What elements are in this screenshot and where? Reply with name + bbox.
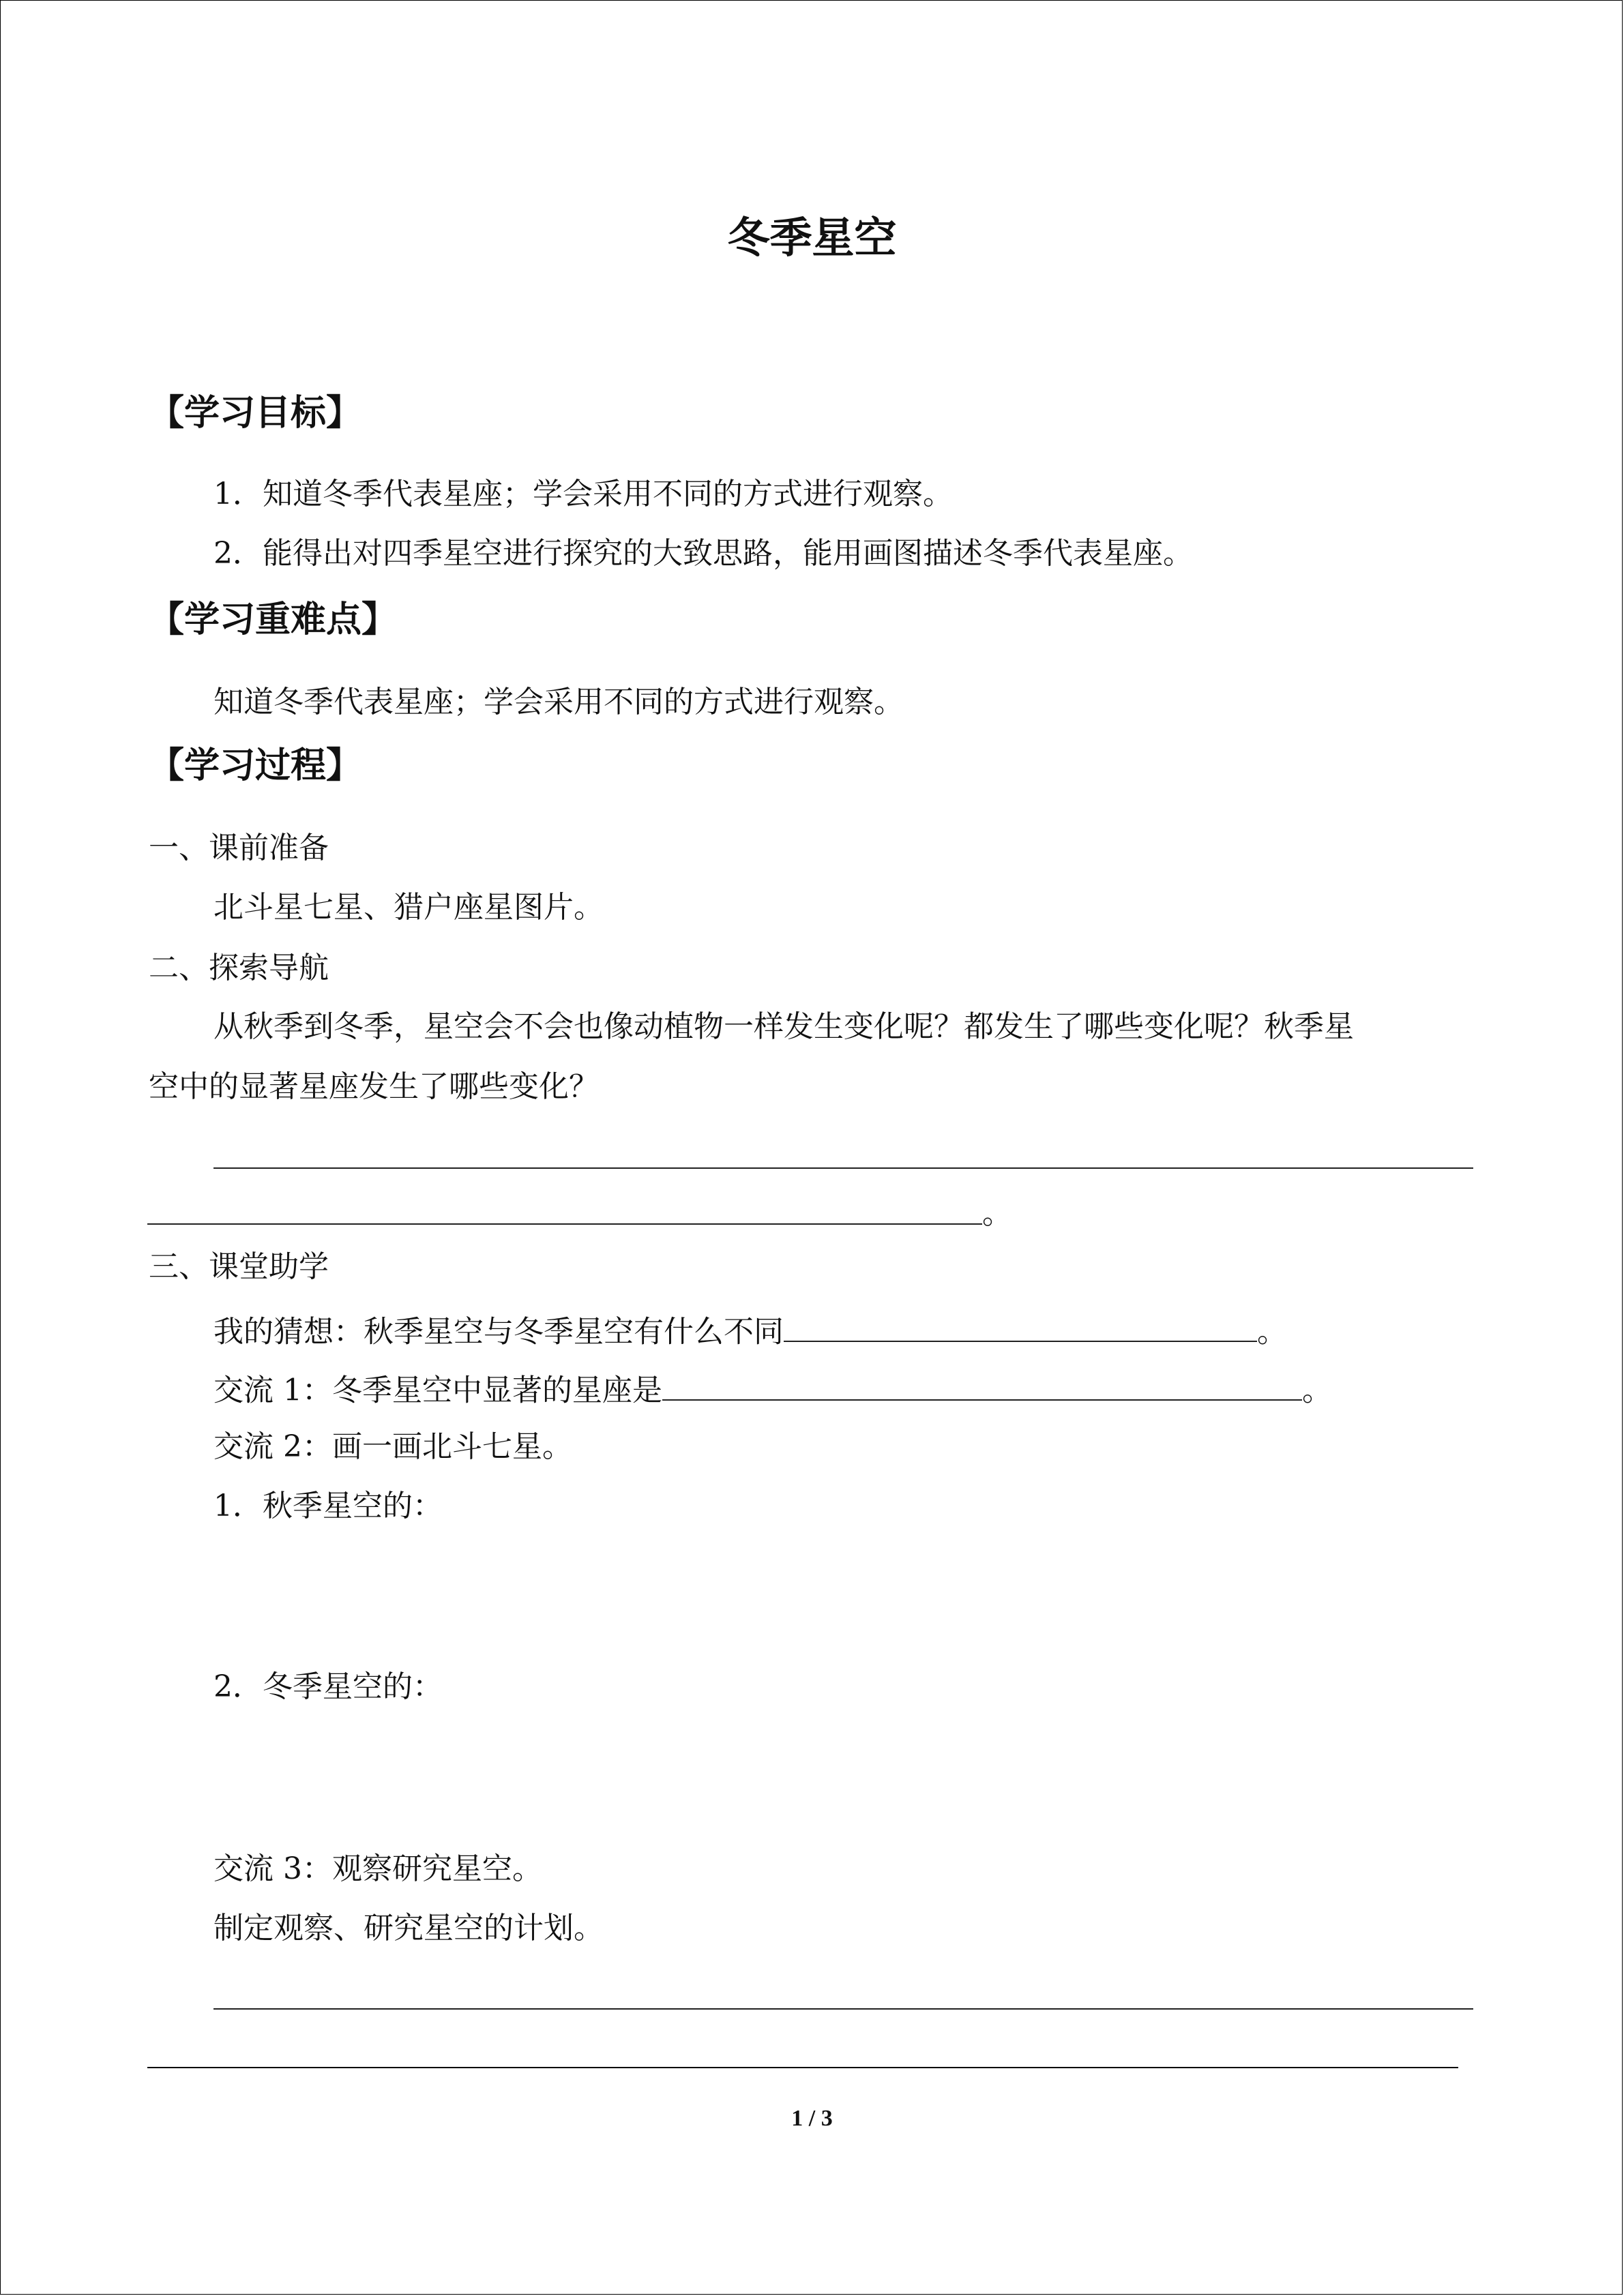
section-heading-objectives: 【学习目标】 — [149, 393, 362, 434]
section-heading-key-points: 【学习重难点】 — [149, 599, 398, 640]
guess-period: 。 — [1257, 1314, 1287, 1350]
answer-line-2[interactable] — [147, 1223, 982, 1225]
footer-divider — [147, 2067, 1458, 2068]
part1-heading: 一、课前准备 — [149, 831, 329, 865]
guess-label: 我的猜想：秋季星空与冬季星空有什么不同 — [213, 1314, 784, 1350]
answer-line-1[interactable] — [213, 1167, 1473, 1169]
autumn-sky-label: 1．秋季星空的： — [213, 1489, 443, 1523]
guess-row — [213, 1313, 1287, 1350]
exchange1-blank[interactable] — [662, 1372, 1302, 1401]
part2-text-line1: 从秋季到冬季，星空会不会也像动植物一样发生变化呢？都发生了哪些变化呢？秋季星 — [213, 1009, 1354, 1044]
page-number: 1 / 3 — [791, 2106, 833, 2131]
section-heading-process: 【学习过程】 — [149, 745, 362, 786]
answer-line-period: 。 — [982, 1196, 1012, 1231]
exchange2-text: 交流 2：画一画北斗七星。 — [213, 1429, 572, 1464]
exchange1-row — [213, 1372, 1332, 1406]
objective-item-1: 1．知道冬季代表星座；学会采用不同的方式进行观察。 — [213, 477, 953, 511]
part3-heading: 三、课堂助学 — [149, 1249, 329, 1284]
part2-heading: 二、探索导航 — [149, 951, 329, 985]
plan-text: 制定观察、研究星空的计划。 — [213, 1911, 604, 1945]
winter-sky-label: 2．冬季星空的： — [213, 1669, 443, 1704]
exchange3-text: 交流 3：观察研究星空。 — [213, 1851, 542, 1886]
part1-text: 北斗星七星、猎户座星图片。 — [213, 890, 604, 925]
objective-item-2: 2．能得出对四季星空进行探究的大致思路，能用画图描述冬季代表星座。 — [213, 536, 1193, 571]
exchange1-period: 。 — [1301, 1373, 1332, 1408]
plan-answer-line[interactable] — [213, 2008, 1473, 2010]
part2-text-line2: 空中的显著星座发生了哪些变化？ — [149, 1069, 599, 1104]
page-title: 冬季星空 — [727, 213, 897, 263]
key-points-text: 知道冬季代表星座；学会采用不同的方式进行观察。 — [213, 685, 904, 719]
exchange1-label: 交流 1：冬季星空中显著的星座是 — [213, 1373, 662, 1408]
guess-blank[interactable] — [784, 1313, 1257, 1342]
